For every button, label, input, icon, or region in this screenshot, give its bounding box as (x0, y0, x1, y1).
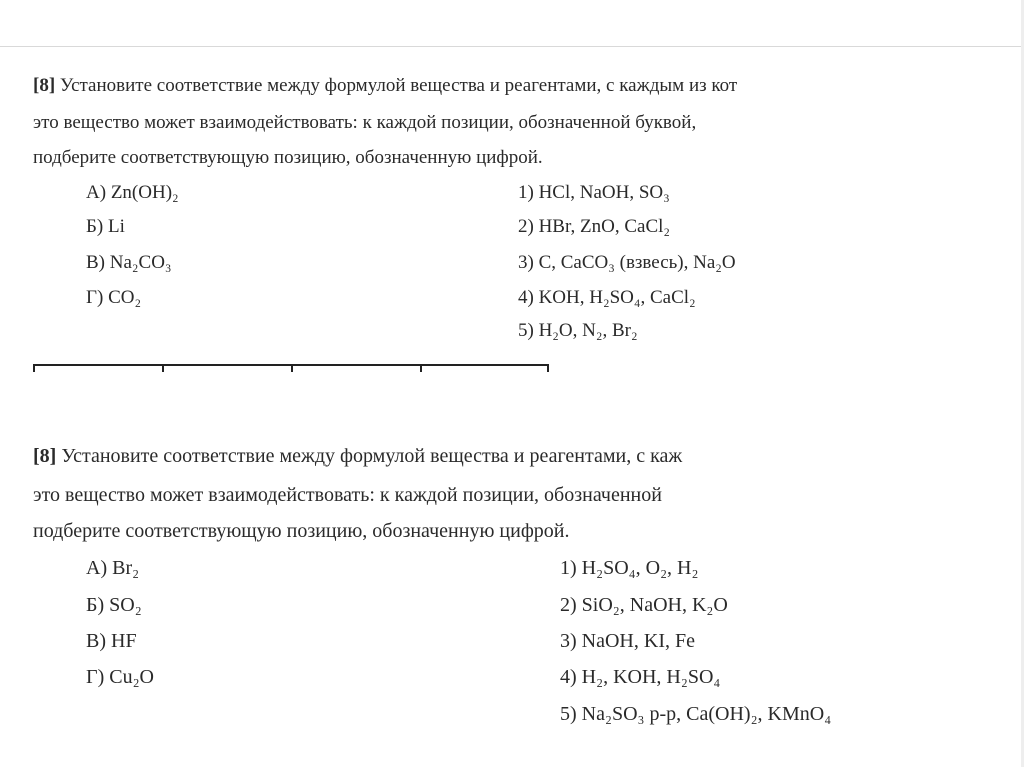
substance-formula: CO₂ (108, 287, 142, 308)
task-1-reagent-1 (518, 183, 670, 202)
task-1-reagent-3 (518, 253, 736, 272)
answer-table-divider (420, 364, 422, 372)
reagent-number: 1) (560, 557, 577, 579)
task-2-line-1 (33, 446, 682, 466)
task-2-substance-g (86, 667, 154, 687)
reagent-list: C, CaCO₃ (взвесь), Na₂O (538, 252, 736, 273)
task-2-number: [8] (33, 445, 57, 467)
substance-letter: А) (86, 557, 108, 579)
substance-formula: Zn(OH)₂ (110, 182, 179, 203)
substance-formula: Br₂ (112, 557, 140, 579)
task-1-reagent-4 (518, 288, 696, 307)
task-2-reagent-5 (560, 704, 831, 724)
task-2-substance-a (86, 558, 139, 578)
reagent-list: HCl, NaOH, SO₃ (538, 182, 670, 203)
reagent-list: Na₂SO₃ р-р, Ca(OH)₂, KMnO₄ (581, 703, 832, 725)
substance-letter: А) (86, 182, 107, 203)
substance-formula: Cu₂O (109, 666, 154, 688)
reagent-list: H₂, KOH, H₂SO₄ (581, 666, 721, 688)
task-2-reagent-1 (560, 558, 698, 578)
task-1-substance-v (86, 253, 172, 272)
reagent-number: 2) (518, 216, 534, 237)
reagent-list: H₂SO₄, O₂, H₂ (581, 557, 699, 579)
answer-table-divider (162, 364, 164, 372)
task-2-reagent-4 (560, 667, 720, 687)
task-2-line-3: подберите соответствующую позицию, обозначенную цифрой. (33, 520, 570, 542)
answer-table (33, 360, 549, 370)
task-2-reagent-3 (560, 631, 695, 651)
substance-letter: Г) (86, 666, 105, 688)
substance-formula: HF (111, 630, 137, 652)
page-top-border (0, 46, 1024, 47)
reagent-list: H₂O, N₂, Br₂ (538, 320, 638, 341)
answer-table-divider (547, 364, 549, 372)
task-1-substance-g (86, 288, 141, 307)
reagent-number: 3) (518, 252, 534, 273)
reagent-number: 3) (560, 630, 577, 652)
substance-letter: Б) (86, 594, 105, 616)
task-2-substance-b (86, 595, 142, 615)
substance-formula: SO₂ (109, 594, 142, 616)
substance-letter: В) (86, 252, 105, 273)
task-2-text-1: Установите соответствие между формулой вещества и реагентами, с каж (56, 445, 683, 467)
task-1-line-1 (33, 76, 737, 95)
task-2-reagent-2 (560, 595, 728, 615)
task-1-reagent-5 (518, 321, 638, 340)
task-1-substance-b (86, 217, 125, 236)
substance-letter: Г) (86, 287, 104, 308)
answer-table-divider (33, 364, 35, 372)
reagent-list: SiO₂, NaOH, K₂O (581, 594, 728, 616)
reagent-number: 4) (518, 287, 534, 308)
reagent-number: 5) (518, 320, 534, 341)
task-2-substance-v (86, 631, 137, 651)
substance-formula: Na₂CO₃ (109, 252, 172, 273)
reagent-list: KOH, H₂SO₄, CaCl₂ (538, 287, 696, 308)
task-1-text-1: Установите соответствие между формулой вещества и реагентами, с каждым из кот (55, 75, 738, 96)
substance-letter: Б) (86, 216, 104, 237)
substance-letter: В) (86, 630, 106, 652)
reagent-number: 1) (518, 182, 534, 203)
substance-formula: Li (108, 216, 125, 237)
answer-table-divider (291, 364, 293, 372)
task-2-line-2: это вещество может взаимодействовать: к каждой позиции, обозначенной (33, 484, 662, 506)
reagent-list: HBr, ZnO, CaCl₂ (538, 216, 671, 237)
task-1-reagent-2 (518, 217, 670, 236)
task-1-number: [8] (33, 75, 56, 96)
reagent-number: 5) (560, 703, 577, 725)
reagent-number: 2) (560, 594, 577, 616)
reagent-number: 4) (560, 666, 577, 688)
task-1-line-2: это вещество может взаимодействовать: к каждой позиции, обозначенной буквой, (33, 112, 697, 133)
task-1-line-3: подберите соответствующую позицию, обозначенную цифрой. (33, 147, 543, 168)
reagent-list: NaOH, KI, Fe (581, 630, 695, 652)
task-1-substance-a (86, 183, 179, 202)
